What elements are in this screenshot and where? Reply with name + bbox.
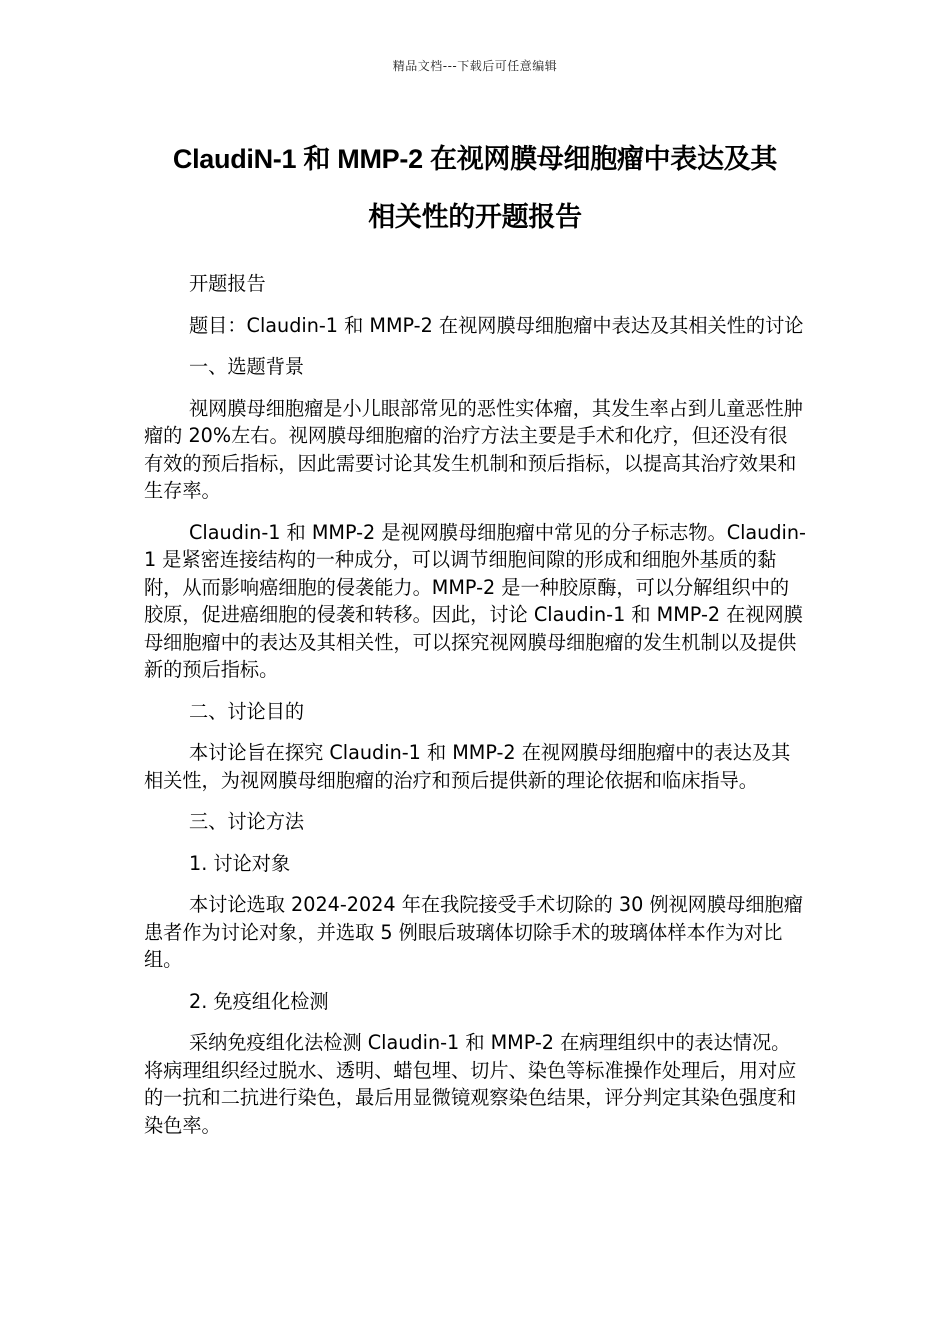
subheading-ihc: 2. 免疫组化检测: [189, 989, 329, 1013]
title-line-1: ClaudiN-1 和 MMP-2 在视网膜母细胞瘤中表达及其: [172, 144, 778, 174]
paragraph-background-1: 视网膜母细胞瘤是小儿眼部常见的恶性实体瘤，其发生率占到儿童恶性肿瘤的 20%左右。视网膜母细胞瘤的治疗方法主要是手术和化疗，但还没有很有效的预后指标，因此需要讨论其发生机制和预后指标，以提高其治疗效果和生存率。: [144, 396, 803, 502]
paragraph-subjects: 本讨论选取 2024-2024 年在我院接受手术切除的 30 例视网膜母细胞瘤患者作为讨论对象，并选取 5 例眼后玻璃体切除手术的玻璃体样本作为对比组。: [144, 893, 803, 971]
document-title: [130, 130, 820, 246]
paragraph-purpose: 本讨论旨在探究 Claudin-1 和 MMP-2 在视网膜母细胞瘤中的表达及其相关性，为视网膜母细胞瘤的治疗和预后提供新的理论依据和临床指导。: [144, 741, 791, 792]
document-body: [144, 270, 806, 1153]
heading-background: 一、选题背景: [189, 355, 305, 378]
heading-methods: 三、讨论方法: [189, 810, 305, 833]
paragraph-ihc: 采纳免疫组化法检测 Claudin-1 和 MMP-2 在病理组织中的表达情况。将病理组织经过脱水、透明、蜡包埋、切片、染色等标准操作处理后，用对应的一抗和二抗进行染色，最后用显微镜观察染色结果，评分判定其染色强度和染色率。: [144, 1031, 797, 1137]
title-line-2: 相关性的开题报告: [368, 202, 582, 232]
section-label: 开题报告: [189, 272, 266, 295]
header-note: 精品文档---下载后可任意编辑: [392, 59, 558, 73]
paragraph-background-2: Claudin-1 和 MMP-2 是视网膜母细胞瘤中常见的分子标志物。Claudin-1 是紧密连接结构的一种成分，可以调节细胞间隙的形成和细胞外基质的黏附，从而影响癌细胞的侵袭能力。MMP-2 是一种胶原酶，可以分解组织中的胶原，促进癌细胞的侵袭和转移。因此，讨论 Claudin-1 和 MMP-2 在视网膜母细胞瘤中的表达及其相关性，可以探究视网膜母细胞瘤的发生机制以及提供新的预后指标。: [144, 520, 806, 681]
heading-purpose: 二、讨论目的: [189, 699, 305, 723]
topic-line: 题目：Claudin-1 和 MMP-2 在视网膜母细胞瘤中表达及其相关性的讨论: [189, 313, 804, 337]
subheading-subjects: 1. 讨论对象: [189, 851, 291, 875]
